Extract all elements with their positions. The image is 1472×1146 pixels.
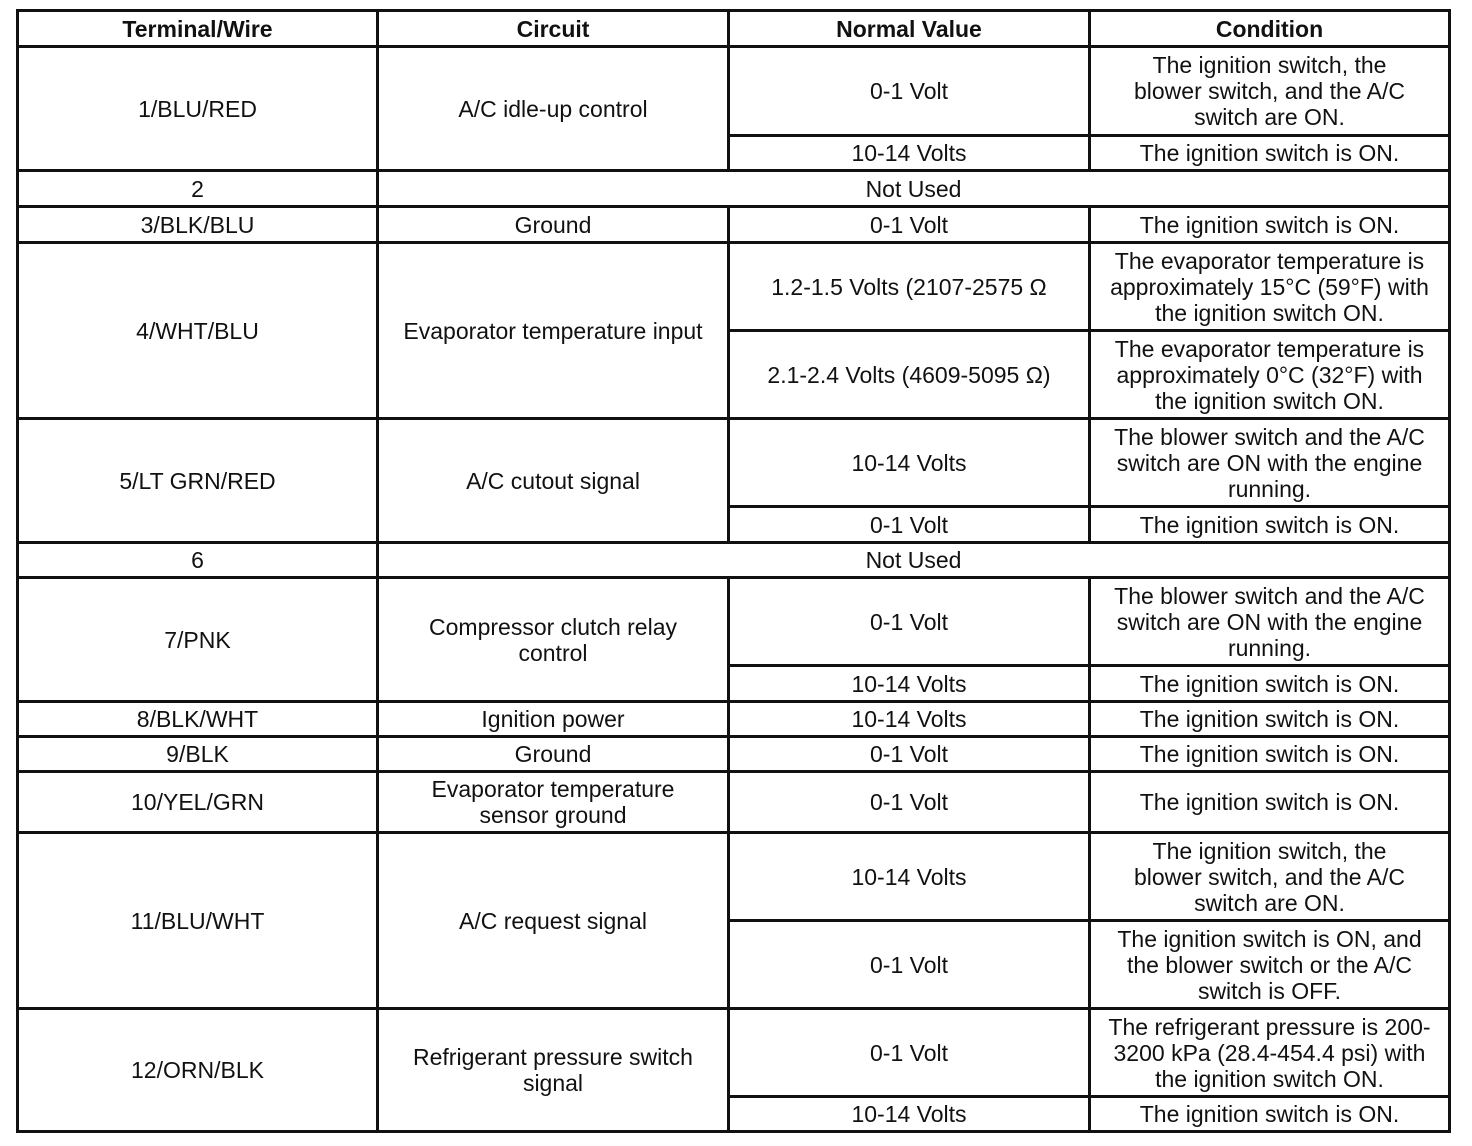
table-row xyxy=(18,578,1450,666)
normal-value-cell: 2.1-2.4 Volts (4609-5095 Ω) xyxy=(729,331,1090,419)
terminal-cell: 6 xyxy=(18,543,378,578)
terminal-cell: 1/BLU/RED xyxy=(18,47,378,171)
terminal-cell: 12/ORN/BLK xyxy=(18,1009,378,1132)
normal-value-cell: 0-1 Volt xyxy=(729,921,1090,1009)
condition-text: The refrigerant pressure is 200-3200 kPa (28.4-454.4 psi) with the ignition switch ON. xyxy=(1108,1013,1431,1092)
condition-cell xyxy=(1090,331,1450,419)
circuit-cell: Ignition power xyxy=(378,702,729,737)
table-row xyxy=(18,207,1450,243)
table-row xyxy=(18,47,1450,136)
normal-value-cell: 0-1 Volt xyxy=(729,1009,1090,1097)
normal-value-cell: 0-1 Volt xyxy=(729,737,1090,772)
terminal-cell: 8/BLK/WHT xyxy=(18,702,378,737)
terminal-cell: 9/BLK xyxy=(18,737,378,772)
circuit-cell xyxy=(378,772,729,833)
circuit-text: Refrigerant pressure switch signal xyxy=(413,1044,693,1096)
condition-cell xyxy=(1090,243,1450,331)
terminal-cell: 7/PNK xyxy=(18,578,378,702)
condition-cell: The ignition switch is ON. xyxy=(1090,737,1450,772)
normal-value-cell: 0-1 Volt xyxy=(729,772,1090,833)
header-row xyxy=(18,11,1450,47)
condition-cell: The ignition switch is ON. xyxy=(1090,207,1450,243)
header-normal-value: Normal Value xyxy=(729,11,1090,47)
terminal-cell: 4/WHT/BLU xyxy=(18,243,378,419)
circuit-cell xyxy=(378,578,729,702)
terminal-cell: 11/BLU/WHT xyxy=(18,833,378,1009)
terminal-cell: 5/LT GRN/RED xyxy=(18,419,378,543)
table-row xyxy=(18,737,1450,772)
circuit-cell xyxy=(378,1009,729,1132)
condition-text: The evaporator temperature is approximately 0°C (32°F) with the ignition switch ON. xyxy=(1114,335,1425,414)
condition-text: The ignition switch, the blower switch, and the A/C switch are ON. xyxy=(1133,837,1406,916)
condition-cell: The ignition switch is ON. xyxy=(1090,702,1450,737)
condition-cell: The ignition switch is ON. xyxy=(1090,772,1450,833)
terminal-cell: 2 xyxy=(18,171,378,207)
condition-cell xyxy=(1090,578,1450,666)
table-row xyxy=(18,833,1450,921)
normal-value-cell: 0-1 Volt xyxy=(729,578,1090,666)
table-row xyxy=(18,171,1450,207)
table-row xyxy=(18,543,1450,578)
normal-value-cell: 10-14 Volts xyxy=(729,833,1090,921)
condition-text: The blower switch and the A/C switch are ON with the engine running. xyxy=(1114,582,1425,661)
condition-cell xyxy=(1090,1009,1450,1097)
condition-text: The evaporator temperature is approximately 15°C (59°F) with the ignition switch ON. xyxy=(1110,247,1429,326)
terminal-spec-table xyxy=(16,9,1451,1133)
normal-value-cell: 10-14 Volts xyxy=(729,666,1090,702)
condition-cell: The ignition switch is ON. xyxy=(1090,136,1450,171)
normal-value-cell: 0-1 Volt xyxy=(729,47,1090,136)
circuit-cell: A/C cutout signal xyxy=(378,419,729,543)
normal-value-cell: 10-14 Volts xyxy=(729,419,1090,507)
condition-cell: The ignition switch is ON. xyxy=(1090,507,1450,543)
circuit-cell: A/C idle-up control xyxy=(378,47,729,171)
header-circuit: Circuit xyxy=(378,11,729,47)
circuit-cell: Ground xyxy=(378,737,729,772)
header-terminal-wire: Terminal/Wire xyxy=(18,11,378,47)
condition-text: The blower switch and the A/C switch are ON with the engine running. xyxy=(1114,423,1425,502)
condition-cell xyxy=(1090,921,1450,1009)
circuit-cell: Ground xyxy=(378,207,729,243)
normal-value-cell: 10-14 Volts xyxy=(729,136,1090,171)
normal-value-cell: 0-1 Volt xyxy=(729,507,1090,543)
table-row xyxy=(18,243,1450,331)
terminal-cell: 10/YEL/GRN xyxy=(18,772,378,833)
condition-cell xyxy=(1090,419,1450,507)
condition-cell: The ignition switch is ON. xyxy=(1090,666,1450,702)
table-row xyxy=(18,1009,1450,1097)
table-row xyxy=(18,419,1450,507)
terminal-cell: 3/BLK/BLU xyxy=(18,207,378,243)
normal-value-cell: 10-14 Volts xyxy=(729,702,1090,737)
condition-cell: The ignition switch is ON. xyxy=(1090,1097,1450,1132)
table-row xyxy=(18,772,1450,833)
condition-text: The ignition switch is ON, and the blower switch or the A/C switch is OFF. xyxy=(1117,925,1422,1004)
table-row xyxy=(18,702,1450,737)
circuit-text: Compressor clutch relay control xyxy=(429,613,677,666)
circuit-cell: A/C request signal xyxy=(378,833,729,1009)
normal-value-cell: 0-1 Volt xyxy=(729,207,1090,243)
condition-cell xyxy=(1090,833,1450,921)
normal-value-cell: 10-14 Volts xyxy=(729,1097,1090,1132)
condition-cell xyxy=(1090,47,1450,136)
not-used-cell: Not Used xyxy=(378,171,1450,207)
circuit-text: Evaporator temperature sensor ground xyxy=(431,776,675,828)
normal-value-cell: 1.2-1.5 Volts (2107-2575 Ω xyxy=(729,243,1090,331)
not-used-cell: Not Used xyxy=(378,543,1450,578)
condition-text: The ignition switch, the blower switch, and the A/C switch are ON. xyxy=(1133,52,1406,130)
header-condition: Condition xyxy=(1090,11,1450,47)
circuit-cell: Evaporator temperature input xyxy=(378,243,729,419)
